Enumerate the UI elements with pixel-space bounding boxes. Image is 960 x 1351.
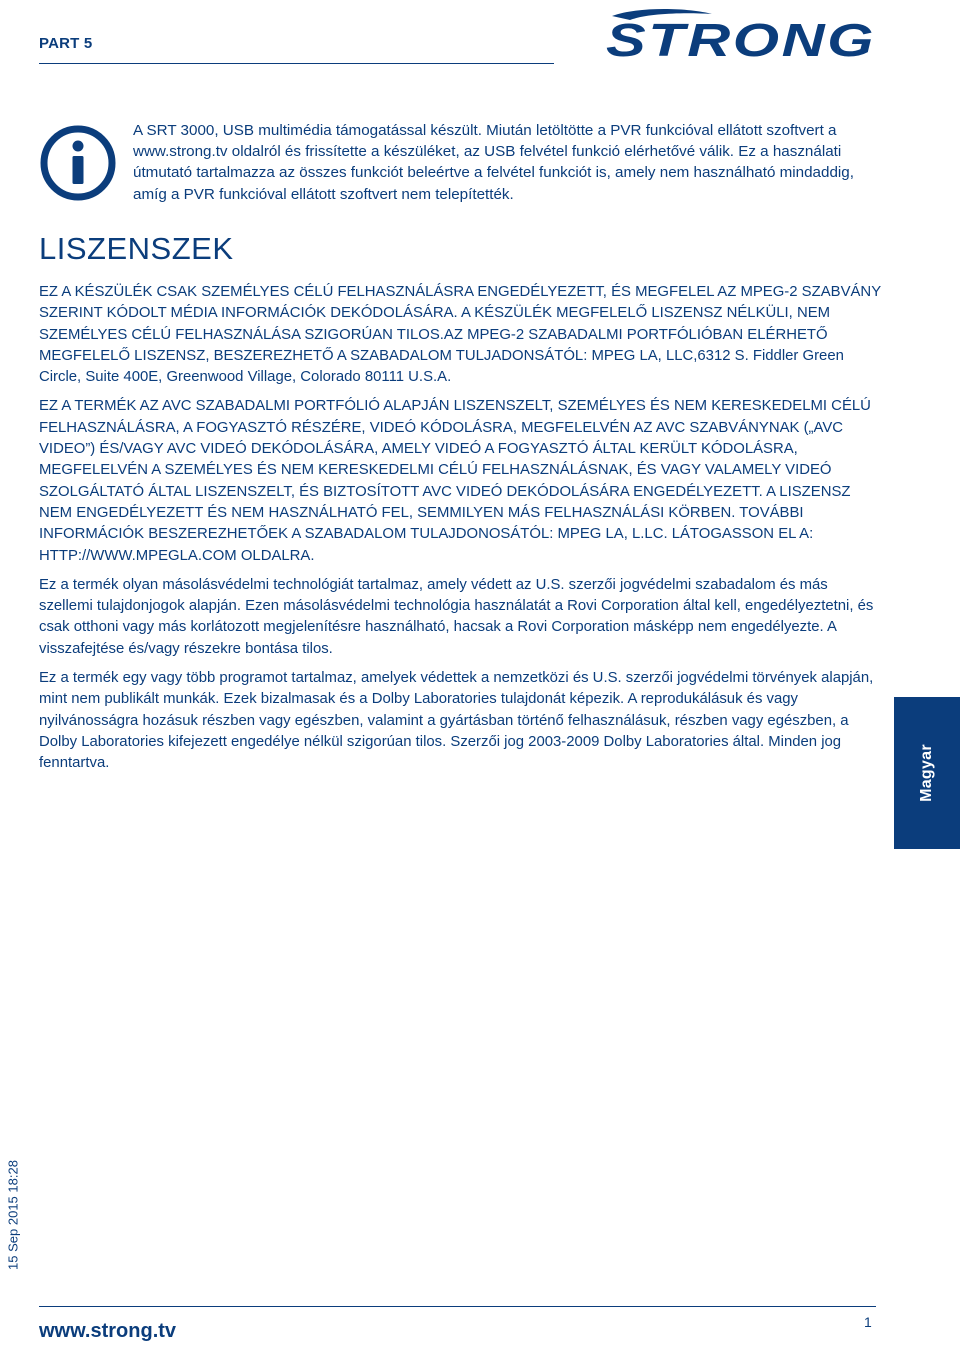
language-tab — [894, 697, 960, 849]
paragraph-rovi: Ez a termék olyan másolásvédelmi technológiát tartalmaz, amely védett az U.S. szerzői jogvédelmi szabadalom és más szellemi tulajdonjogok alapján. Ezen másolásvédelmi technológia használatát a Rovi Corporation által kell, engedélyeztetni, és csak otthoni vagy más korlátozott megjelenítésre használható, hacsak a Rovi Corporation másképp nem engedélyezte. A visszafejtése és/vagy részekre bontása tilos. — [39, 576, 874, 657]
footer-rule — [39, 1306, 876, 1307]
footer-url[interactable]: www.strong.tv — [39, 1320, 177, 1342]
paragraph-mpeg2: EZ A KÉSZÜLÉK CSAK SZEMÉLYES CÉLÚ FELHASZNÁLÁSRA ENGEDÉLYEZETT, ÉS MEGFELEL AZ MPEG-2 SZABVÁNY SZERINT KÓDOLT MÉDIA INFORMÁCIÓK DEKÓDOLÁSÁRA. A KÉSZÜLÉK MEGFELELŐ LISZENSZ NÉLKÜLI, NEM SZEMÉLYES CÉLÚ FELHASZNÁLÁSA SZIGORÚAN TILOS.AZ MPEG-2 SZABADALMI PORTFÓLIÓBAN ELÉRHETŐ MEGFELELŐ LISZENSZ, BESZEREZHETŐ A SZABADALOM TULJADONSÁTÓL: MPEG LA, LLC,6312 S. Fiddler Green Circle, Suite 400E, Greenwood Village, Colorado 80111 U.S.A. — [39, 284, 881, 386]
header-rule — [39, 63, 554, 64]
print-date: 15 Sep 2015 18:28 — [5, 1160, 21, 1270]
language-tab-label: Magyar — [918, 744, 935, 802]
strong-logo — [600, 6, 880, 62]
info-icon — [39, 124, 117, 202]
section-title: LISZENSZEK — [39, 231, 234, 266]
part-label: PART 5 — [39, 35, 93, 52]
paragraph-avc: EZ A TERMÉK AZ AVC SZABADALMI PORTFÓLIÓ ALAPJÁN LISZENSZELT, SZEMÉLYES ÉS NEM KERESKEDELMI CÉLÚ FELHASZNÁLÁSRA, A FOGYASZTÓ RÉSZÉRE, VIDEÓ KÓDOLÁSRA, MEGFELELVÉN AZ AVC SZABVÁNYNAK („AVC VIDEO”) ÉS/VAGY AVC VIDEÓ DEKÓDOLÁSÁRA, AMELY VIDEÓ A FOGYASZTÓ ÁLTAL KERÜLT KÓDOLÁSRA, MEGFELELVÉN A SZEMÉLYES ÉS NEM KERESKEDELMI CÉLÚ FELHASZNÁLÁSNAK, ÉS VAGY VALAMELY VIDEÓ SZOLGÁLTATÓ ÁLTAL LISZENSZELT, ÉS BIZTOSÍTOTT AVC VIDEÓ DEKÓDOLÁSÁRA ENGEDÉLYEZETT. A LISZENSZ NEM ENGEDÉLYEZETT ÉS NEM HASZNÁLHATÓ FEL, SEMMILYEN MÁS FELHASZNÁLÁSI KÖRBEN. TOVÁBBI INFORMÁCIÓK BESZEREZHETŐEK A SZABADALOM TULAJDONOSÁTÓL: MPEG LA, L.LC. LÁTOGASSON EL A: HTTP://WWW.MPEGLA.COM OLDALRA. — [39, 398, 871, 564]
page-number: 1 — [864, 1314, 872, 1330]
info-note-text: A SRT 3000, USB multimédia támogatással készült. Miután letöltötte a PVR funkcióval ellátott szoftvert a www.strong.tv oldalról és frissítette a készüléket, az USB felvétel funkció elérhetővé válik. Ez a használati útmutató tartalmazza az összes funkciót beleértve a felvétel funkciót is, amely nem használható mindaddig, amíg a PVR funkcióval ellátott szoftvert nem telepítették. — [133, 122, 854, 203]
paragraph-dolby: Ez a termék egy vagy több programot tartalmaz, amelyek védettek a nemzetközi és U.S. szerzői jogvédelmi törvények alapján, mint nem publikált munkák. Ezek bizalmasak és a Dolby Laboratories tulajdonát képezik. A reprodukálásuk és vagy nyilvánosságra hozásuk részben vagy egészben, valamint a gyártásban történő felhasználásuk, részben vagy egészben, a Dolby Laboratories kifejezett engedélye nélkül szigorúan tilos. Szerzői jog 2003-2009 Dolby Laboratories által. Minden jog fenntartva. — [39, 670, 874, 772]
logo-text: STRONG — [606, 14, 876, 62]
license-body — [39, 282, 881, 783]
